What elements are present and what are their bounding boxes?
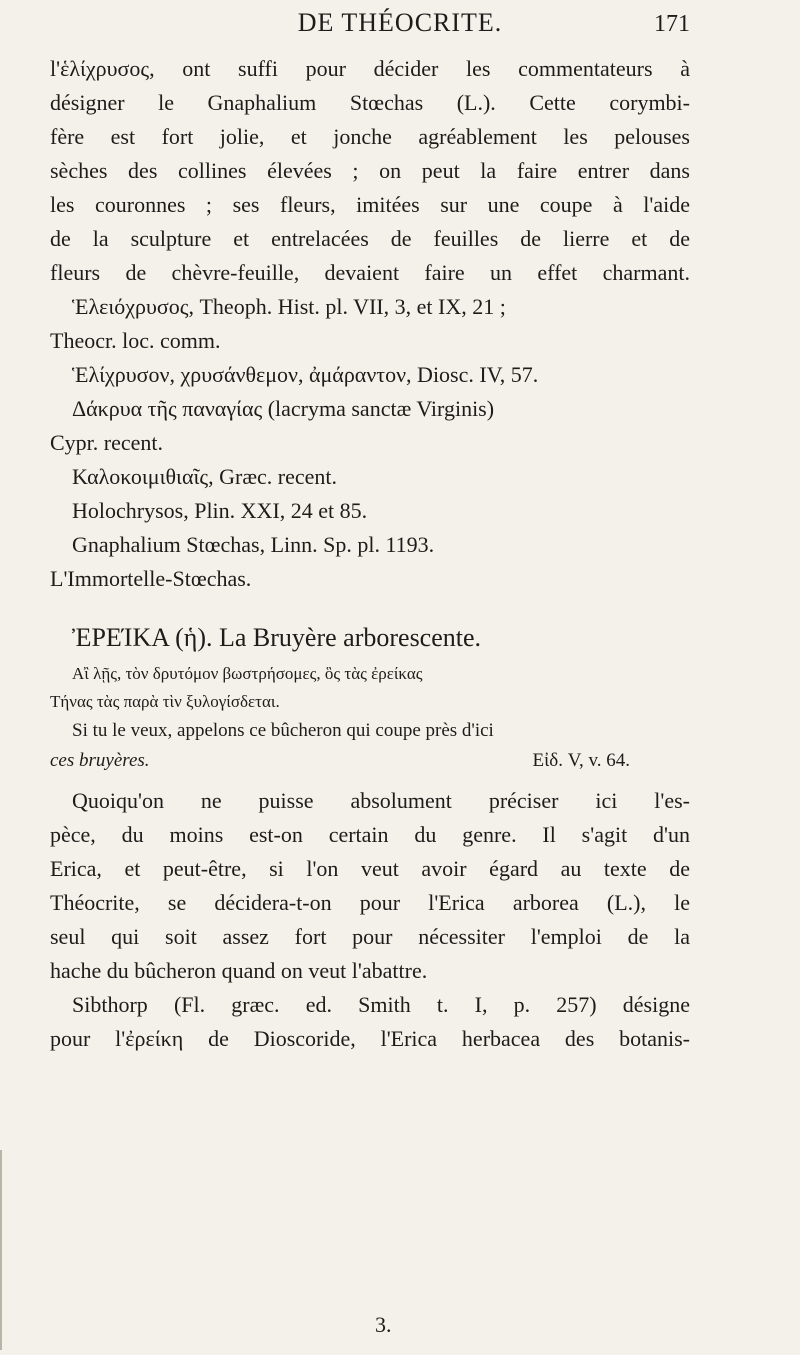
text-line: hache du bûcheron quand on veut l'abattre. [50, 958, 428, 983]
synonymy-line: Cypr. recent. [50, 430, 164, 455]
text-line: Erica, et peut-être, si l'on veut avoir égard au texte de [50, 856, 690, 881]
running-title: DE THÉOCRITE. [297, 8, 503, 37]
synonymy-line: Holochrysos, Plin. XXI, 24 et 85. [72, 498, 368, 523]
citation: Εἰδ. V, v. 64. [532, 750, 630, 771]
greek-quote-line: Αἲ λῇς, τὸν δρυτόμον βωστρήσομες, ὃς τὰς ἐρείκας [72, 664, 423, 683]
translation-line [50, 746, 690, 776]
synonymy-line: Gnaphalium Stœchas, Linn. Sp. pl. 1193. [72, 532, 435, 557]
text-line: Théocrite, se décidera-t-on pour l'Erica arborea (L.), le [50, 890, 690, 915]
text-line: pèce, du moins est-on certain du genre. Il s'agit d'un [50, 822, 690, 847]
page-body [50, 52, 690, 1056]
page-number: 171 [654, 11, 690, 37]
text-line: pour l'ἐρείκη de Dioscoride, l'Erica herbacea des botanis- [50, 1026, 690, 1051]
text-line: désigner le Gnaphalium Stœchas (L.). Cette corymbi- [50, 90, 690, 115]
spacer [50, 776, 690, 784]
synonymy-line: Καλοκοιμιθιαῖς, Græc. recent. [72, 464, 337, 489]
text-line: l'ἑλίχρυσος, ont suffi pour décider les commentateurs à [50, 56, 690, 81]
translation-line: Si tu le veux, appelons ce bûcheron qui coupe près d'ici [72, 720, 494, 741]
text-line: fère est fort jolie, et jonche agréablement les pelouses [50, 124, 690, 149]
text-line: les couronnes ; ses fleurs, imitées sur une coupe à l'aide [50, 192, 690, 217]
text-line: sèches des collines élevées ; on peut la faire entrer dans [50, 158, 690, 183]
synonymy-line: Ἑλίχρυσον, χρυσάνθεμον, ἀμάραντον, Diosc. IV, 57. [72, 362, 539, 387]
book-page [50, 0, 760, 1355]
page-header [50, 8, 690, 48]
text-line: Quoiqu'on ne puisse absolument préciser ici l'es- [72, 788, 690, 813]
signature-mark: 3. [375, 1312, 392, 1337]
greek-quote-line: Τήνας τὰς παρὰ τὶν ξυλογίσδεται. [50, 692, 280, 711]
synonymy-line: Ἑλειόχρυσος, Theoph. Hist. pl. VII, 3, et IX, 21 ; [72, 294, 506, 319]
text-line: fleurs de chèvre-feuille, devaient faire un effet charmant. [50, 260, 690, 285]
synonymy-line: Theocr. loc. comm. [50, 328, 221, 353]
text-line: de la sculpture et entrelacées de feuilles de lierre et de [50, 226, 690, 251]
text-line: Sibthorp (Fl. græc. ed. Smith t. I, p. 257) désigne [72, 992, 690, 1017]
page-edge-shadow [0, 1150, 2, 1350]
translation-text: ces bruyères. [50, 750, 150, 771]
synonymy-line: Δάκρυα τῆς παναγίας (lacryma sanctæ Virginis) [72, 396, 495, 421]
synonymy-line: L'Immortelle-Stœchas. [50, 566, 252, 591]
section-heading: ἘΡΕΊΚΑ (ἡ). La Bruyère arborescente. [72, 623, 482, 652]
text-line: seul qui soit assez fort pour nécessiter l'emploi de la [50, 924, 690, 949]
